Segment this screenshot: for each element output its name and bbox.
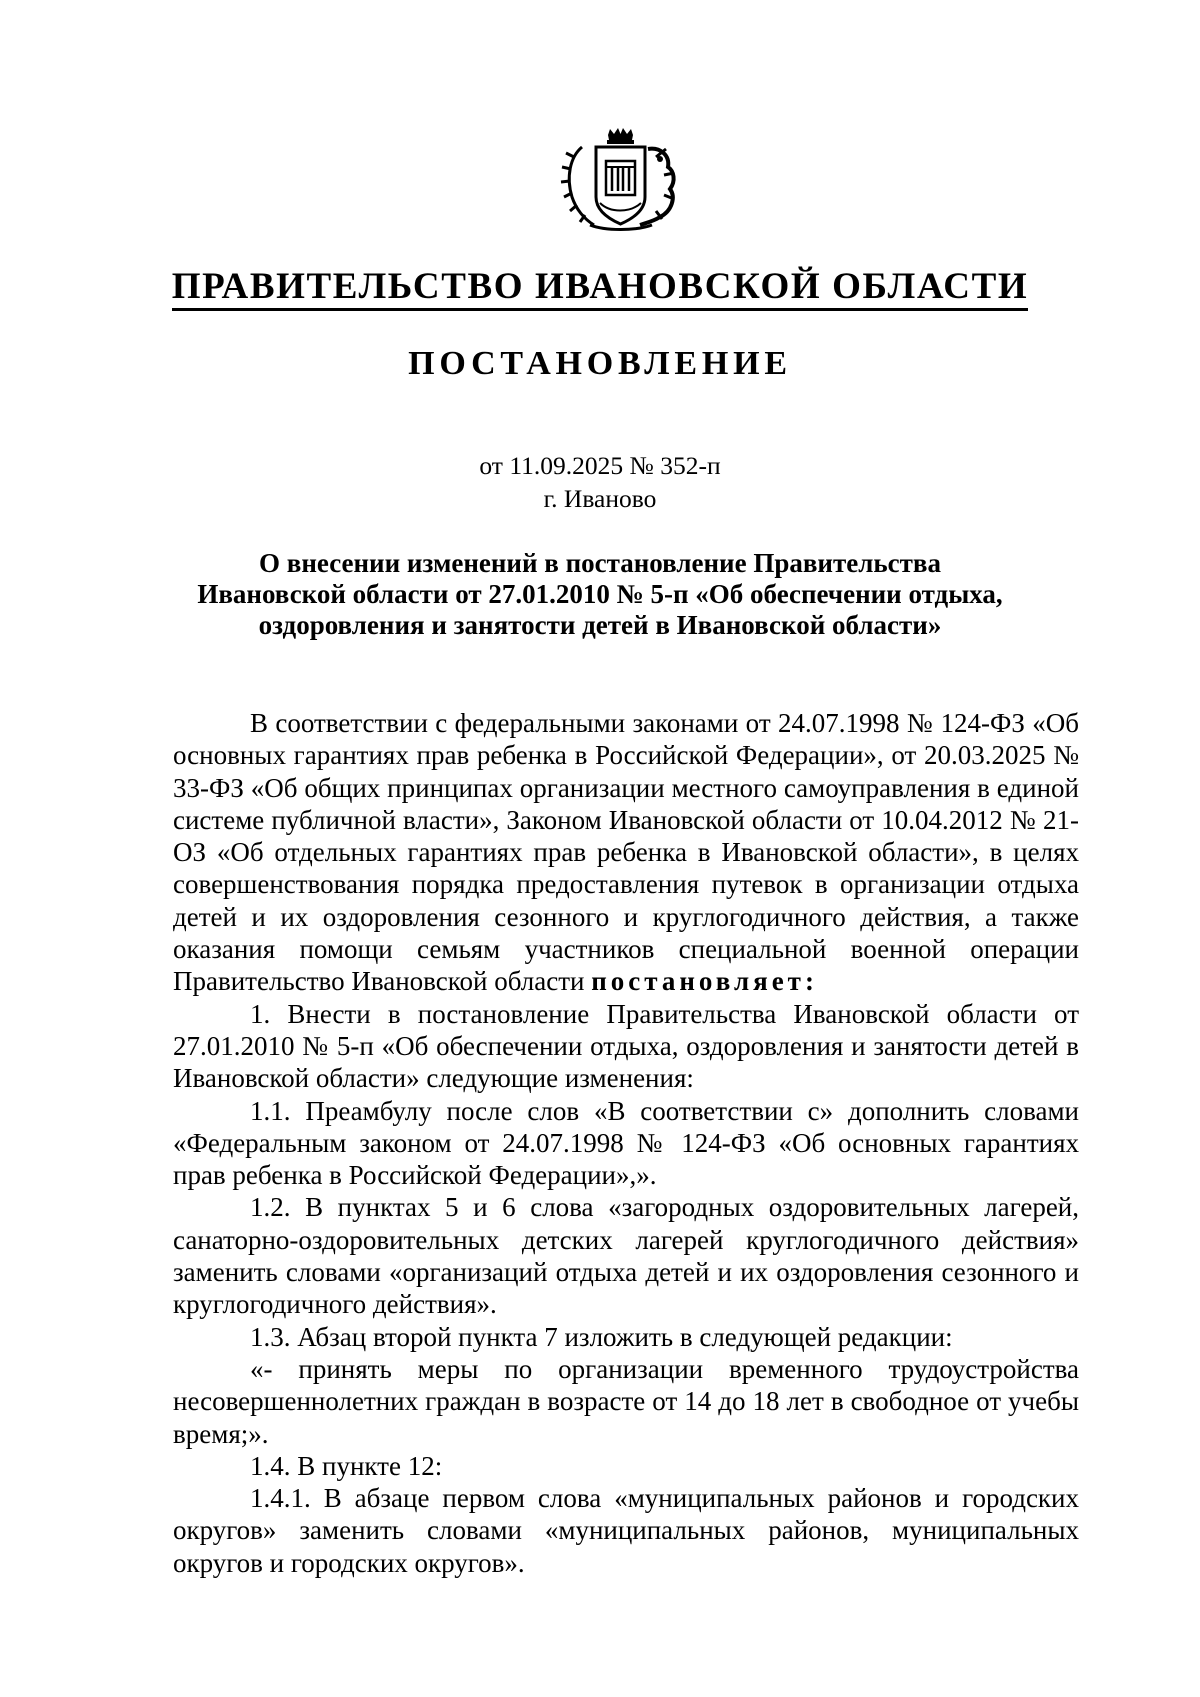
document-date-number: от 11.09.2025 № 352-п xyxy=(479,451,721,480)
paragraph-item-1-4: 1.4. В пункте 12: xyxy=(250,1450,443,1481)
paragraph-item-1: 1. Внести в постановление Правительства Ивановской области от 27.01.2010 № 5-п «Об обеспечении отдыха, оздоровления и занятости детей в Ивановской области» следующие изменения: xyxy=(173,998,1079,1094)
paragraph-item-1-1: 1.1. Преамбулу после слов «В соответствии с» дополнить словами «Федеральным законом от 24.07.1998 № 124-ФЗ «Об основных гарантиях прав ребенка в Российской Федерации»,». xyxy=(173,1095,1079,1191)
paragraph-item-1-3: 1.3. Абзац второй пункта 7 изложить в следующей редакции: xyxy=(250,1321,953,1352)
document-title xyxy=(175,548,1025,641)
document-title-line: Ивановской области от 27.01.2010 № 5-п «Об обеспечении отдыха, xyxy=(197,579,1003,609)
ivanovo-coat-of-arms-icon xyxy=(560,127,681,232)
preamble-paragraph: В соответствии с федеральными законами от 24.07.1998 № 124-ФЗ «Об основных гарантиях прав ребенка в Российской Федерации», от 20.03.2025 № 33-ФЗ «Об общих принципах организации местного самоуправления в единой системе публичной власти», Законом Ивановской области от 10.04.2012 № 21-ОЗ «Об отдельных гарантиях прав ребенка в Ивановской области», в целях совершенствования порядка предоставления путевок в организации отдыха детей и их оздоровления сезонного и круглогодичного действия, а также оказания помощи семьям участников специальной военной операции Правительство Ивановской области постановляет: xyxy=(173,708,1079,997)
document-type: ПОСТАНОВЛЕНИЕ xyxy=(408,345,792,382)
government-name: ПРАВИТЕЛЬСТВО ИВАНОВСКОЙ ОБЛАСТИ xyxy=(0,265,1200,309)
document-city: г. Иваново xyxy=(543,484,657,513)
resolves-word: постановляет: xyxy=(591,966,818,997)
paragraph-quote: «- принять меры по организации временного трудоустройства несовершеннолетних граждан в возрасте от 14 до 18 лет в свободное от учебы время;». xyxy=(173,1353,1079,1449)
paragraph-item-1-4-1: 1.4.1. В абзаце первом слова «муниципальных районов и городских округов» заменить словами «муниципальных районов, муниципальных округов и городских округов». xyxy=(173,1483,1079,1578)
document-body xyxy=(173,707,1079,1579)
document-title-line: оздоровления и занятости детей в Ивановской области» xyxy=(258,610,942,640)
document-title-line: О внесении изменений в постановление Правительства xyxy=(259,548,941,578)
paragraph-item-1-2: 1.2. В пунктах 5 и 6 слова «загородных оздоровительных лагерей, санаторно-оздоровительных детских лагерей круглогодичного действия» заменить словами «организаций отдыха детей и их оздоровления сезонного и круглогодичного действия». xyxy=(173,1192,1079,1320)
